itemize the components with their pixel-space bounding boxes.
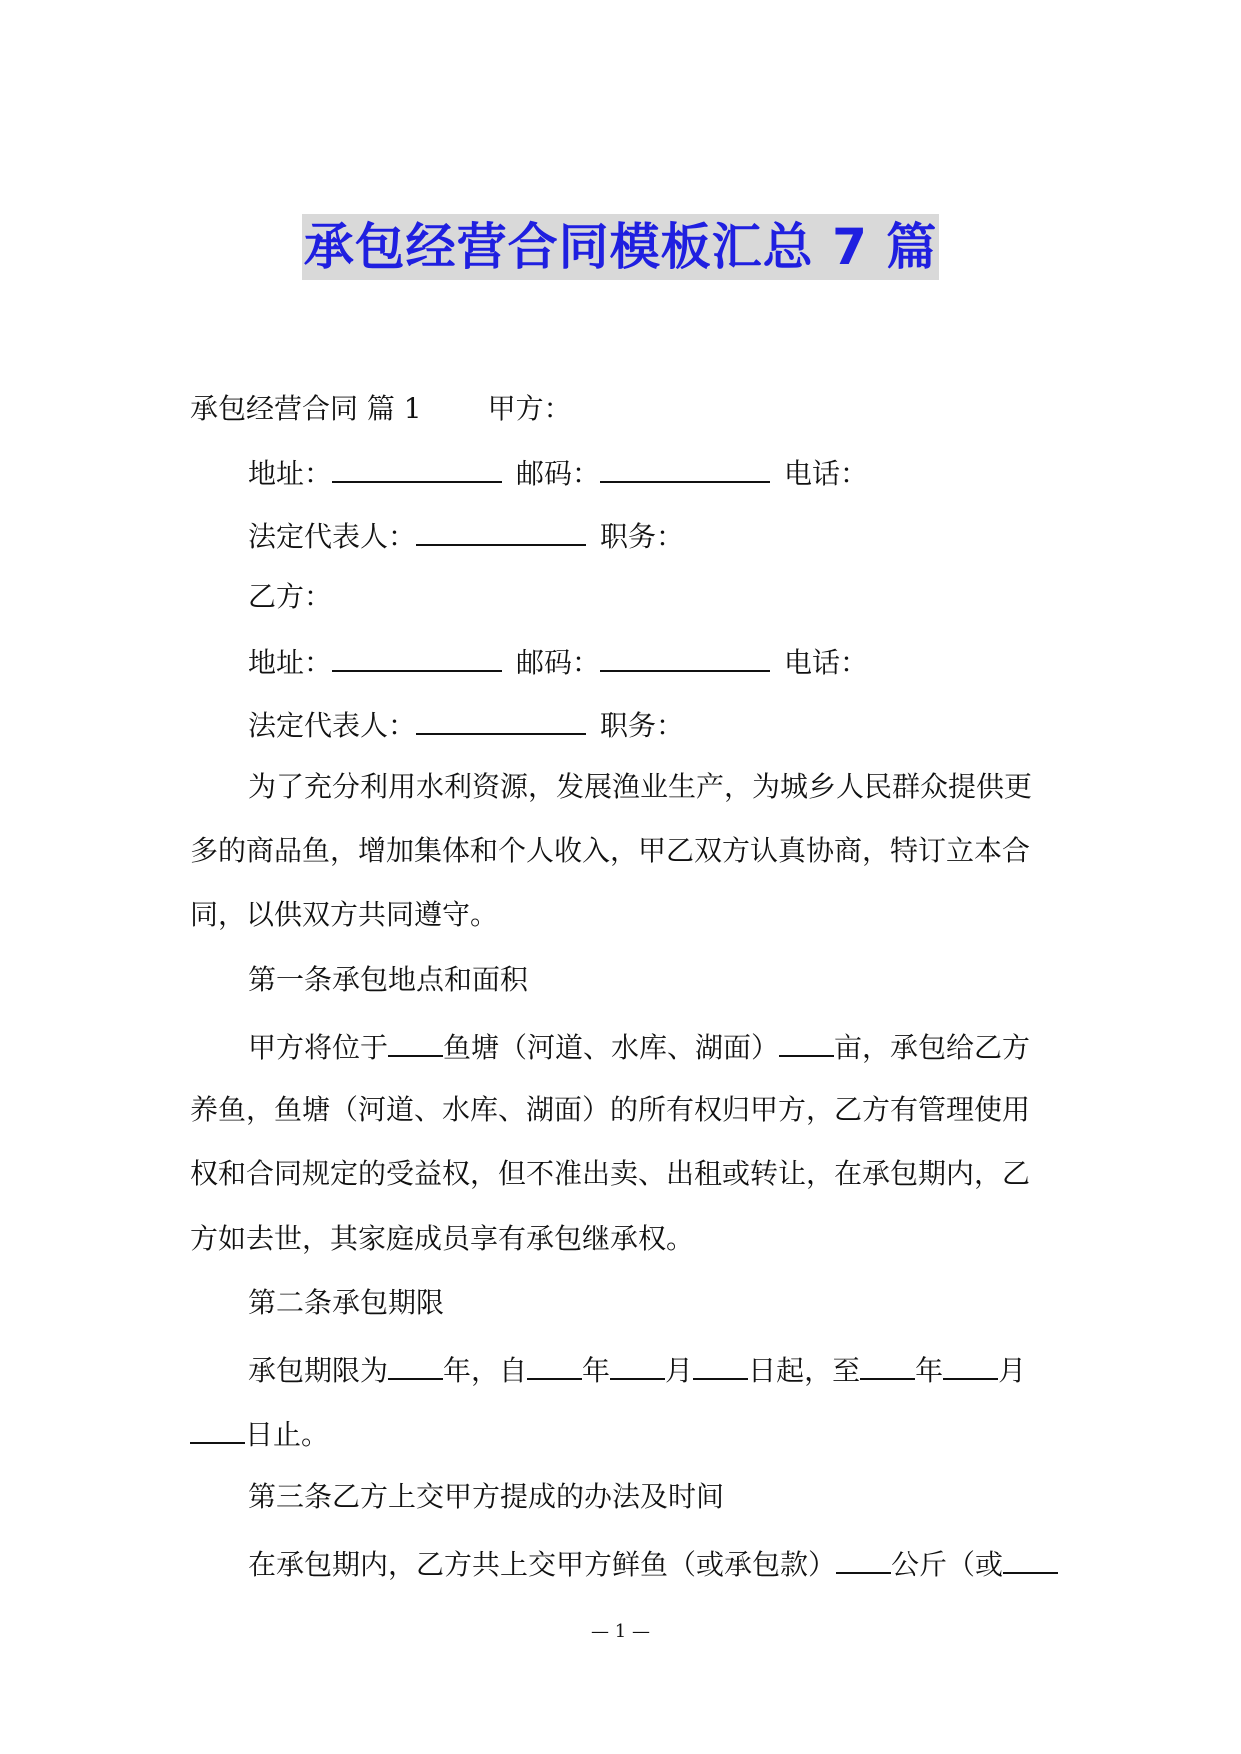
text-segment: 承包期限为 xyxy=(248,1354,389,1387)
party-a-address-line xyxy=(248,451,868,494)
intro-paragraph-line: 同，以供双方共同遵守。 xyxy=(190,898,499,931)
article-1-paragraph-line: 方如去世，其家庭成员享有承包继承权。 xyxy=(190,1222,695,1255)
section-label: 承包经营合同 篇 1 xyxy=(190,392,422,425)
article-1-line xyxy=(248,1025,1030,1068)
postcode-blank[interactable] xyxy=(600,451,770,483)
article-2-line xyxy=(248,1348,1026,1391)
text-segment: 年 xyxy=(582,1354,611,1387)
party-a-label: 甲方： xyxy=(487,392,572,425)
text-segment: 公斤（或 xyxy=(891,1548,1004,1581)
article-1-paragraph-line: 养鱼，鱼塘（河道、水库、湖面）的所有权归甲方，乙方有管理使用 xyxy=(190,1093,1031,1126)
phone-label: 电话： xyxy=(784,646,869,679)
start-year-blank[interactable] xyxy=(527,1348,582,1380)
party-b-line xyxy=(248,577,332,617)
address-blank[interactable] xyxy=(332,640,502,672)
legal-rep-label: 法定代表人： xyxy=(248,520,417,553)
article-3-line xyxy=(248,1542,1058,1585)
postcode-blank[interactable] xyxy=(600,640,770,672)
legal-rep-blank[interactable] xyxy=(416,514,586,546)
legal-rep-blank[interactable] xyxy=(416,703,586,735)
postcode-label: 邮码： xyxy=(516,646,601,679)
section-heading-line xyxy=(190,389,572,429)
end-year-blank[interactable] xyxy=(860,1348,915,1380)
fish-amount-blank[interactable] xyxy=(836,1542,891,1574)
text-segment: 年 xyxy=(915,1354,944,1387)
party-b-address-line xyxy=(248,640,868,683)
text-segment: 日止。 xyxy=(245,1418,330,1451)
term-years-blank[interactable] xyxy=(388,1348,443,1380)
text-segment: 鱼塘（河道、水库、湖面） xyxy=(443,1031,780,1064)
intro-paragraph-line: 为了充分利用水利资源，发展渔业生产，为城乡人民群众提供更 xyxy=(248,770,1033,803)
address-blank[interactable] xyxy=(332,451,502,483)
location-blank[interactable] xyxy=(388,1025,443,1057)
payment-blank[interactable] xyxy=(1003,1542,1058,1574)
party-b-legal-rep-line xyxy=(248,703,684,746)
article-1-title: 第一条承包地点和面积 xyxy=(248,963,529,996)
page-number: — 1 — xyxy=(591,1621,650,1642)
party-b-label: 乙方： xyxy=(248,580,333,613)
text-segment: 月 xyxy=(998,1354,1027,1387)
intro-paragraph-line: 多的商品鱼，增加集体和个人收入，甲乙双方认真协商，特订立本合 xyxy=(190,834,1031,867)
article-3-title: 第三条乙方上交甲方提成的办法及时间 xyxy=(248,1480,725,1513)
article-2-line-2 xyxy=(190,1412,329,1455)
party-a-legal-rep-line xyxy=(248,514,684,557)
document-title: 承包经营合同模板汇总 7 篇 xyxy=(302,214,940,280)
end-day-blank[interactable] xyxy=(190,1412,245,1444)
text-segment: 亩，承包给乙方 xyxy=(834,1031,1031,1064)
text-segment: 日起，至 xyxy=(748,1354,861,1387)
text-segment: 年，自 xyxy=(443,1354,528,1387)
article-1-paragraph-line: 权和合同规定的受益权，但不准出卖、出租或转让，在承包期内，乙 xyxy=(190,1157,1031,1190)
legal-rep-label: 法定代表人： xyxy=(248,709,417,742)
address-label: 地址： xyxy=(248,457,333,490)
start-day-blank[interactable] xyxy=(693,1348,748,1380)
start-month-blank[interactable] xyxy=(610,1348,665,1380)
address-label: 地址： xyxy=(248,646,333,679)
article-2-title: 第二条承包期限 xyxy=(248,1286,445,1319)
end-month-blank[interactable] xyxy=(943,1348,998,1380)
title-wrap xyxy=(0,214,1241,280)
position-label: 职务： xyxy=(600,520,685,553)
text-segment: 月 xyxy=(665,1354,694,1387)
postcode-label: 邮码： xyxy=(516,457,601,490)
text-segment: 在承包期内，乙方共上交甲方鲜鱼（或承包款） xyxy=(248,1548,837,1581)
area-blank[interactable] xyxy=(779,1025,834,1057)
position-label: 职务： xyxy=(600,709,685,742)
phone-label: 电话： xyxy=(784,457,869,490)
text-segment: 甲方将位于 xyxy=(248,1031,389,1064)
